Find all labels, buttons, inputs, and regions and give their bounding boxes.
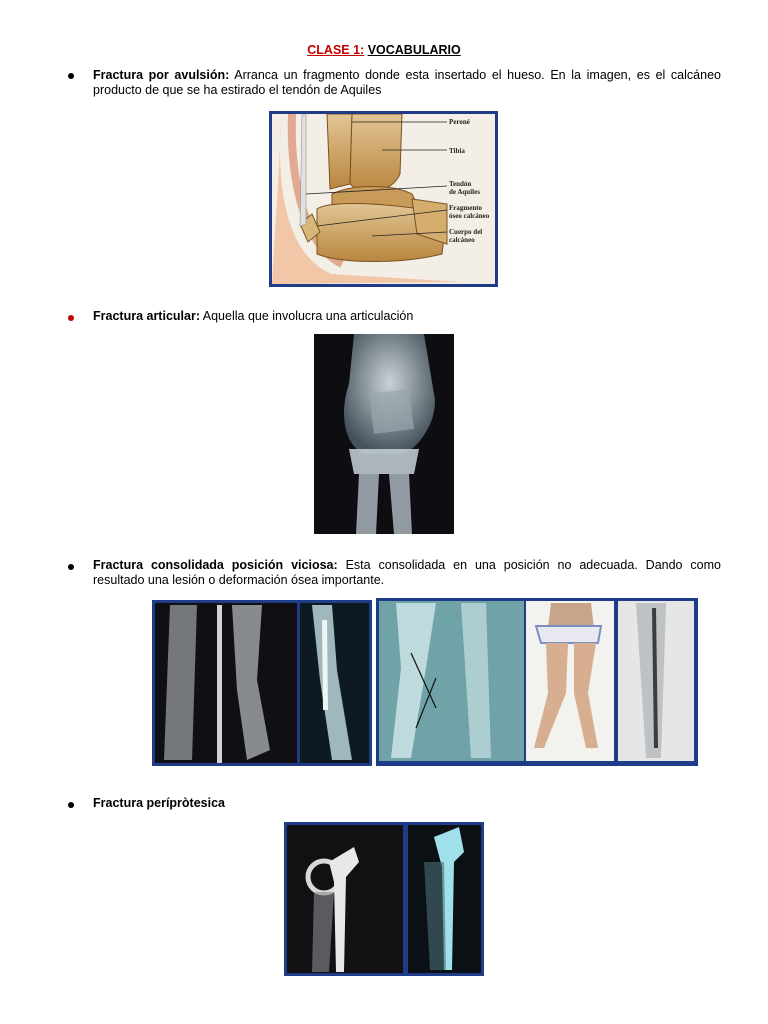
term: Fractura por avulsión: <box>93 68 230 82</box>
periprosthetic-xray-composite <box>284 822 484 976</box>
articular-fracture-xray <box>314 334 454 534</box>
page-title <box>0 43 768 57</box>
label-aquiles: de Aquiles <box>449 188 480 196</box>
malunion-xray-composite-1 <box>152 600 372 766</box>
bullet-icon <box>68 564 74 570</box>
label-oseo: óseo calcáneo <box>449 212 490 220</box>
term: Fractura articular: <box>93 309 200 323</box>
definition: Arranca un fragmento donde esta insertado el hueso. En la imagen, es el calcáneo producto de que se ha estirado el tendón de Aquiles <box>93 68 721 97</box>
ankle-illustration <box>272 114 495 284</box>
definition: Aquella que involucra una articulación <box>199 309 414 323</box>
label-tendon: Tendón <box>449 180 472 188</box>
list-item <box>93 309 721 324</box>
bullet-icon <box>68 73 74 79</box>
definition: Esta consolidada en una posición no adecuada. Dando como resultado una lesión o deformación ósea importante. <box>93 558 721 587</box>
label-tibia: Tibia <box>449 147 465 155</box>
malunion-xray-composite-2 <box>376 598 698 766</box>
bullet-icon <box>68 802 74 808</box>
bullet-icon <box>68 315 74 321</box>
list-item <box>93 796 721 811</box>
title-main: VOCABULARIO <box>367 43 461 57</box>
term: Fractura consolidada posición viciosa: <box>93 558 338 572</box>
title-prefix: CLASE 1: <box>307 43 365 57</box>
knee-xray-image <box>314 334 454 534</box>
label-fragmento: Fragmento <box>449 204 483 212</box>
label-calcaneo: calcáneo <box>449 236 475 244</box>
malunion-xrays-right <box>376 598 698 766</box>
list-item <box>93 558 721 588</box>
malunion-xrays-left <box>152 600 372 766</box>
label-perone: Peroné <box>449 118 470 126</box>
label-cuerpo: Cuerpo del <box>449 228 483 236</box>
hip-prosthesis-xrays <box>284 822 484 976</box>
avulsion-diagram <box>269 111 498 287</box>
list-item <box>93 68 721 98</box>
term: Fractura perípròtesica <box>93 796 225 810</box>
